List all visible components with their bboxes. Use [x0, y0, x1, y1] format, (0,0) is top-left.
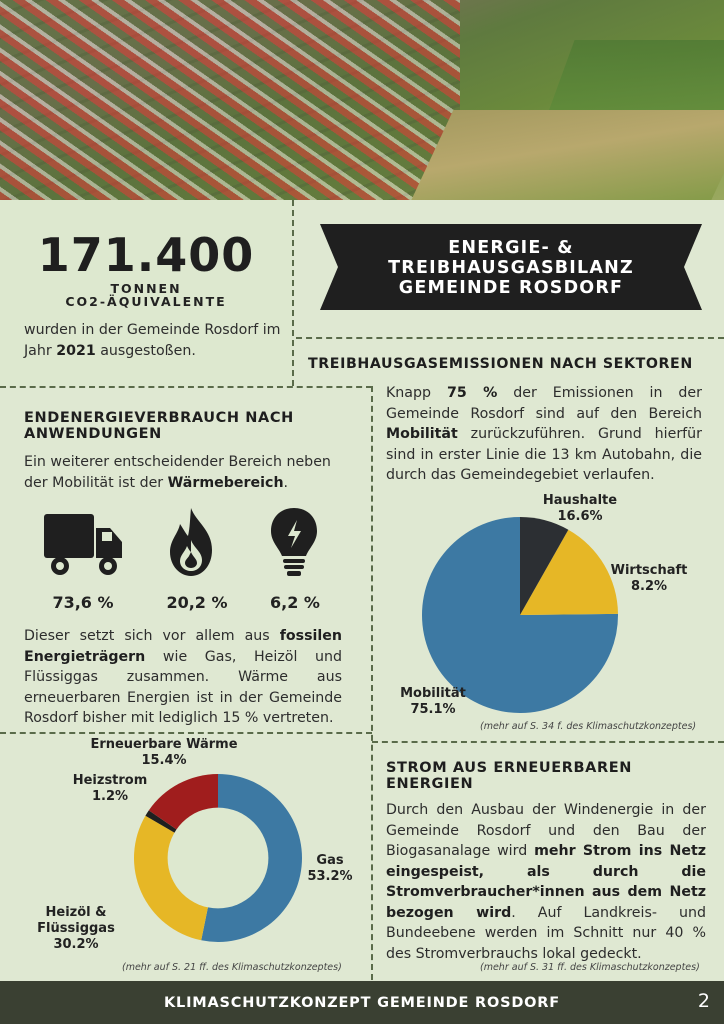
- label-heizoel: Heizöl & Flüssiggas 30.2%: [37, 905, 115, 952]
- truck-value: 73,6 %: [52, 593, 114, 612]
- divider-vertical-mid: [371, 386, 373, 980]
- label-gas: Gas 53.2%: [307, 853, 353, 884]
- flame-value: 20,2 %: [166, 593, 228, 612]
- hero-number: 171.400: [37, 228, 255, 282]
- end-energy-paragraph: Ein weiterer entscheidender Bereich neben der Mobilität ist der Wärmebereich.: [24, 454, 331, 491]
- end-energy-paragraph-2: Dieser setzt sich vor allem aus fossilen Energieträgern wie Gas, Heizöl und Flüssiggas zusammen. Wärme aus erneuerbaren Energien ist in der Gemeinde Rosdorf bisher mit lediglich 15 % vertreten.: [24, 628, 342, 726]
- renewables-paragraph: Durch den Ausbau der Windenergie in der Gemeinde Rosdorf und den Bau der Biogasanalage wird mehr Strom ins Netz eingespeist, als durch die Stromverbraucher*innen aus dem Netz bezogen wird. Auf Landkreis- und Bundeebene werden im Schnitt nur 40 % des Stromverbrauchs lokal gedeckt.: [386, 802, 706, 962]
- banner-line-3: GEMEINDE ROSDORF: [398, 278, 624, 298]
- label-heizstrom: Heizstrom 1.2%: [72, 773, 148, 804]
- renewables-note: (mehr auf S. 31 ff. des Klimaschutzkonzeptes): [480, 962, 700, 973]
- sectors-paragraph: Knapp 75 % der Emissionen in der Gemeinde Rosdorf sind auf den Bereich Mobilität zurückzuführen. Grund hierfür sind in erster Linie die 13 km Autobahn, die durch das Gemeindegebiet verlaufen.: [386, 385, 702, 483]
- hero-unit-1: TONNEN: [110, 281, 182, 296]
- heat-donut-chart: [132, 772, 304, 944]
- banner-line-2: TREIBHAUSGASBILANZ: [388, 258, 634, 278]
- banner-line-1: ENERGIE- &: [448, 238, 574, 258]
- label-haushalte: Haushalte 16.6%: [542, 493, 618, 524]
- label-wirtschaft: Wirtschaft 8.2%: [610, 563, 688, 594]
- aerial-photo: [0, 0, 724, 200]
- sectors-pie-chart: [420, 515, 620, 715]
- divider-left-mid: [0, 386, 372, 388]
- renewables-heading: STROM AUS ERNEUERBAREN ENERGIEN: [386, 760, 632, 792]
- divider-right-top: [296, 337, 724, 339]
- title-banner: [320, 224, 702, 310]
- label-erneuerbare-waerme: Erneuerbare Wärme 15.4%: [90, 737, 238, 768]
- lightbulb-icon: [268, 506, 320, 580]
- footer-title: KLIMASCHUTZKONZEPT GEMEINDE ROSDORF: [164, 995, 560, 1011]
- hero-unit-2: CO2-ÄQUIVALENTE: [65, 294, 227, 309]
- label-mobilitaet: Mobilität 75.1%: [400, 686, 466, 717]
- end-energy-heading: ENDENERGIEVERBRAUCH NACH ANWENDUNGEN: [24, 410, 294, 442]
- lightbulb-value: 6,2 %: [270, 593, 320, 612]
- hero-text: wurden in der Gemeinde Rosdorf im Jahr 2021 ausgestoßen.: [24, 322, 281, 359]
- donut-hole: [168, 808, 269, 909]
- sectors-heading: TREIBHAUSGASEMISSIONEN NACH SEKTOREN: [308, 356, 693, 372]
- end-energy-note: (mehr auf S. 21 ff. des Klimaschutzkonzeptes): [122, 962, 342, 973]
- page-number: 2: [697, 990, 710, 1012]
- divider-vertical-top: [292, 200, 294, 386]
- sectors-note: (mehr auf S. 34 f. des Klimaschutzkonzeptes): [480, 721, 697, 732]
- truck-icon: [42, 508, 124, 580]
- flame-icon: [166, 506, 216, 578]
- divider-right-lower: [372, 741, 724, 743]
- divider-left-lower: [0, 732, 372, 734]
